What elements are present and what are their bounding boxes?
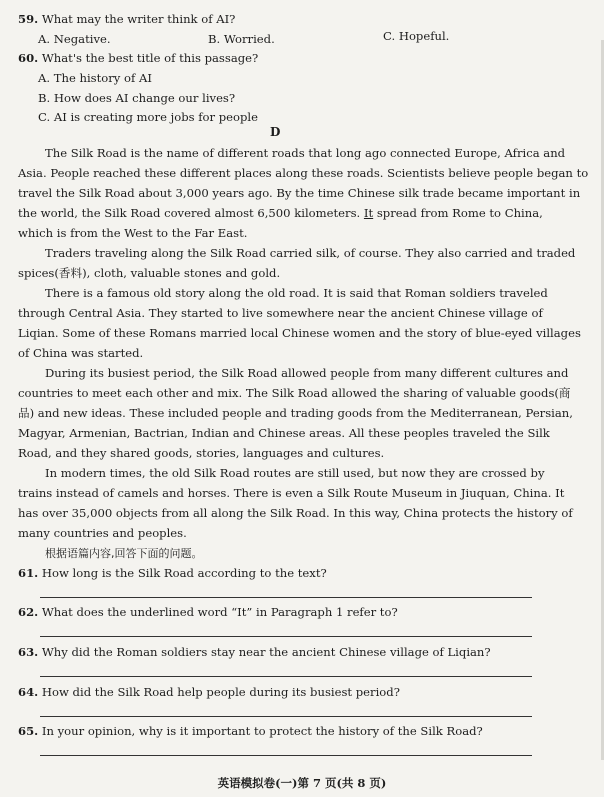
question-60: [18, 51, 258, 66]
passage-line: of China was started.: [18, 346, 144, 360]
answer-line-63[interactable]: [40, 676, 532, 677]
option-60-b: B. How does AI change our lives?: [38, 91, 236, 105]
passage-line: 品) and new ideas. These included people and trading goods from the Mediterranean, Persian,: [18, 406, 573, 420]
passage-line: [18, 206, 543, 221]
answer-line-61[interactable]: [40, 597, 532, 598]
passage-line: through Central Asia. They started to live somewhere near the ancient Chinese village of: [18, 306, 543, 320]
passage-line: trains instead of camels and horses. There is even a Silk Route Museum in Jiuquan, China. It: [18, 486, 565, 500]
passage-line: Road, and they shared goods, stories, languages and cultures.: [18, 446, 385, 460]
passage-line: has over 35,000 objects from all along the Silk Road. In this way, China protects the history of: [18, 506, 573, 520]
question-text: How long is the Silk Road according to the text?: [41, 566, 327, 580]
option-60-c: C. AI is creating more jobs for people: [38, 110, 259, 124]
question-number: 62.: [18, 605, 39, 619]
question-number: 63.: [18, 645, 39, 659]
passage-line: There is a famous old story along the old road. It is said that Roman soldiers traveled: [45, 286, 548, 300]
question-65: [18, 724, 483, 739]
question-number: 59.: [18, 12, 39, 26]
passage-text: spread from Rome to China,: [373, 206, 543, 220]
question-text: What's the best title of this passage?: [41, 51, 259, 65]
section-title: D: [270, 125, 281, 139]
passage-line: countries to meet each other and mix. The Silk Road allowed the sharing of valuable goods(商: [18, 386, 571, 400]
question-number: 61.: [18, 566, 39, 580]
option-59-b: B. Worried.: [208, 32, 275, 46]
passage-line: Traders traveling along the Silk Road carried silk, of course. They also carried and traded: [45, 246, 576, 260]
answer-line-64[interactable]: [40, 716, 532, 717]
question-number: 64.: [18, 685, 39, 699]
passage-line: Asia. People reached these different places along these roads. Scientists believe people began to: [18, 166, 589, 180]
answer-line-65[interactable]: [40, 755, 532, 756]
passage-line: which is from the West to the Far East.: [18, 226, 248, 240]
passage-text: the world, the Silk Road covered almost 6,500 kilometers.: [18, 206, 361, 220]
question-59: [18, 12, 235, 27]
question-text: What may the writer think of AI?: [41, 12, 236, 26]
passage-line: travel the Silk Road about 3,000 years ago. By the time Chinese silk trade became important in: [18, 186, 581, 200]
question-text: In your opinion, why is it important to protect the history of the Silk Road?: [41, 724, 483, 738]
question-number: 65.: [18, 724, 39, 738]
question-61: [18, 566, 327, 581]
passage-line: In modern times, the old Silk Road routes are still used, but now they are crossed by: [45, 466, 545, 480]
underlined-word: It: [363, 206, 374, 220]
passage-line: many countries and peoples.: [18, 526, 187, 540]
option-59-c: C. Hopeful.: [383, 29, 450, 43]
instruction: 根据语篇内容,回答下面的问题。: [45, 547, 203, 560]
passage-line: Liqian. Some of these Romans married local Chinese women and the story of blue-eyed villages: [18, 326, 581, 340]
passage-line: During its busiest period, the Silk Road allowed people from many different cultures and: [45, 366, 569, 380]
question-text: How did the Silk Road help people during its busiest period?: [41, 685, 400, 699]
question-text: What does the underlined word “It” in Paragraph 1 refer to?: [41, 605, 398, 619]
question-62: [18, 605, 398, 620]
question-63: [18, 645, 491, 660]
question-64: [18, 685, 400, 700]
answer-line-62[interactable]: [40, 636, 532, 637]
passage-line: spices(香料), cloth, valuable stones and gold.: [18, 266, 281, 280]
option-60-a: A. The history of AI: [38, 71, 152, 85]
passage-line: The Silk Road is the name of different roads that long ago connected Europe, Africa and: [45, 146, 566, 160]
option-59-a: A. Negative.: [38, 32, 111, 46]
question-text: Why did the Roman soldiers stay near the ancient Chinese village of Liqian?: [41, 645, 491, 659]
passage-line: Magyar, Armenian, Bactrian, Indian and Chinese areas. All these peoples traveled the Silk: [18, 426, 550, 440]
question-number: 60.: [18, 51, 39, 65]
page-footer: 英语模拟卷(一)第 7 页(共 8 页): [217, 776, 387, 790]
